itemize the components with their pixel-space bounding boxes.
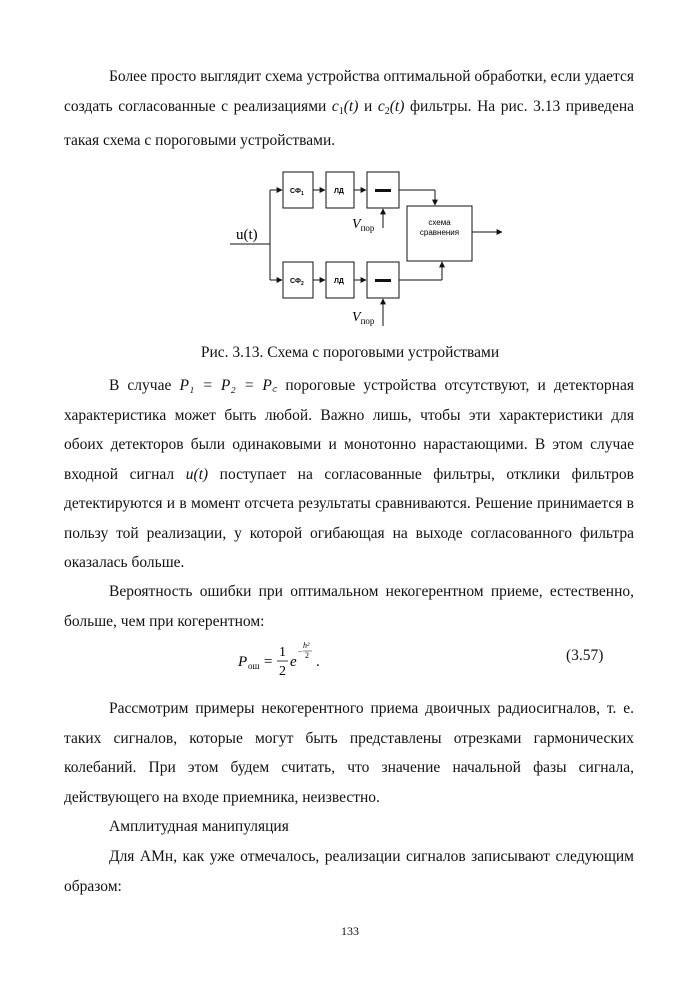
v-threshold2-label: $V_{пор}$ [352,310,375,326]
paragraph-examples: Рассмотрим примеры некогерентного приема двоичных радиосигналов, т. е. таких сигналов, которые могут быть представлены отрезками гармонических колебаний. При этом будем считать, что значение начальной фазы сигнала, действующего на входе приемника, неизвестно. [64,700,634,806]
formula-exp-denominator: 2 [305,651,309,660]
error-probability-formula [236,636,356,682]
compare-label-line1: схема [428,218,451,227]
formula-exp-minus: − [298,647,303,656]
formula-dot: . [316,654,320,670]
formula-p-sub: ош [248,661,260,671]
figure-caption: Рис. 3.13. Схема с пороговыми устройствами [200,344,500,361]
equation-number: (3.57) [566,647,604,664]
paragraph-case [64,371,634,578]
input-label: u(t) [236,227,258,243]
formula-equals: = [264,654,273,670]
ld1-label: ЛД [334,188,344,195]
and-text: и [358,97,378,115]
paragraph-intro-text-a: Более просто выглядит схема устройства оптимальной обработки, если удается создать согласованные с реализациями [64,68,634,115]
paragraph-case-text-a: В случае [109,377,180,394]
compare-label-line2: сравнения [419,228,460,237]
paragraph-intro-text-b: фильтры. На рис. 3.13 приведена такая схема с пороговыми устройствами. [64,97,634,149]
c2-symbol: $c_2(t)$ [377,97,405,117]
page-number: 133 [341,924,359,938]
v-threshold1-label: $V_{пор}$ [352,217,375,233]
ld2-label: ЛД [334,278,344,285]
formula-denominator: 2 [279,664,286,679]
c1-symbol: $c_1(t)$ [331,97,359,117]
equal-probabilities-formula: P₁ = P₂ = P꜀ [179,377,278,394]
section-heading-amplitude-modulation: Амплитудная манипуляция [109,818,289,835]
formula-numerator: 1 [279,645,286,660]
paragraph-amn: Для АМн, как уже отмечалось, реализации сигналов записывают следующим образом: [64,848,634,895]
formula-p: P [238,654,248,670]
paragraph-case-text-b: пороговые устройства отсутствуют, и детекторная характеристика может быть любой. Важно лишь, чтобы эти характеристики для обоих детекторов были одинаковыми и монотонно нарастающими. В этом случае входной сигнал [64,377,634,483]
threshold2-dash-icon [375,279,391,282]
sf2-label: $СФ_2$ [290,278,304,287]
threshold1-dash-icon [375,189,391,192]
threshold-scheme-diagram [230,162,520,332]
paragraph-case-text-c: поступает на согласованные фильтры, отклики фильтров детектируются и в момент отсчета результаты сравниваются. Решение принимается в пользу той реализации, у которой огибающая на выходе согласованного фильтра оказалась больше. [64,465,634,571]
formula-exp-numerator: h² [303,641,310,650]
input-signal-symbol: u(t) [185,465,209,483]
sf1-label: $СФ_1$ [290,188,304,197]
paragraph-intro [64,62,634,156]
formula-e: e [290,654,297,670]
paragraph-error-probability: Вероятность ошибки при оптимальном некогерентном приеме, естественно, больше, чем при когерентном: [64,583,634,630]
